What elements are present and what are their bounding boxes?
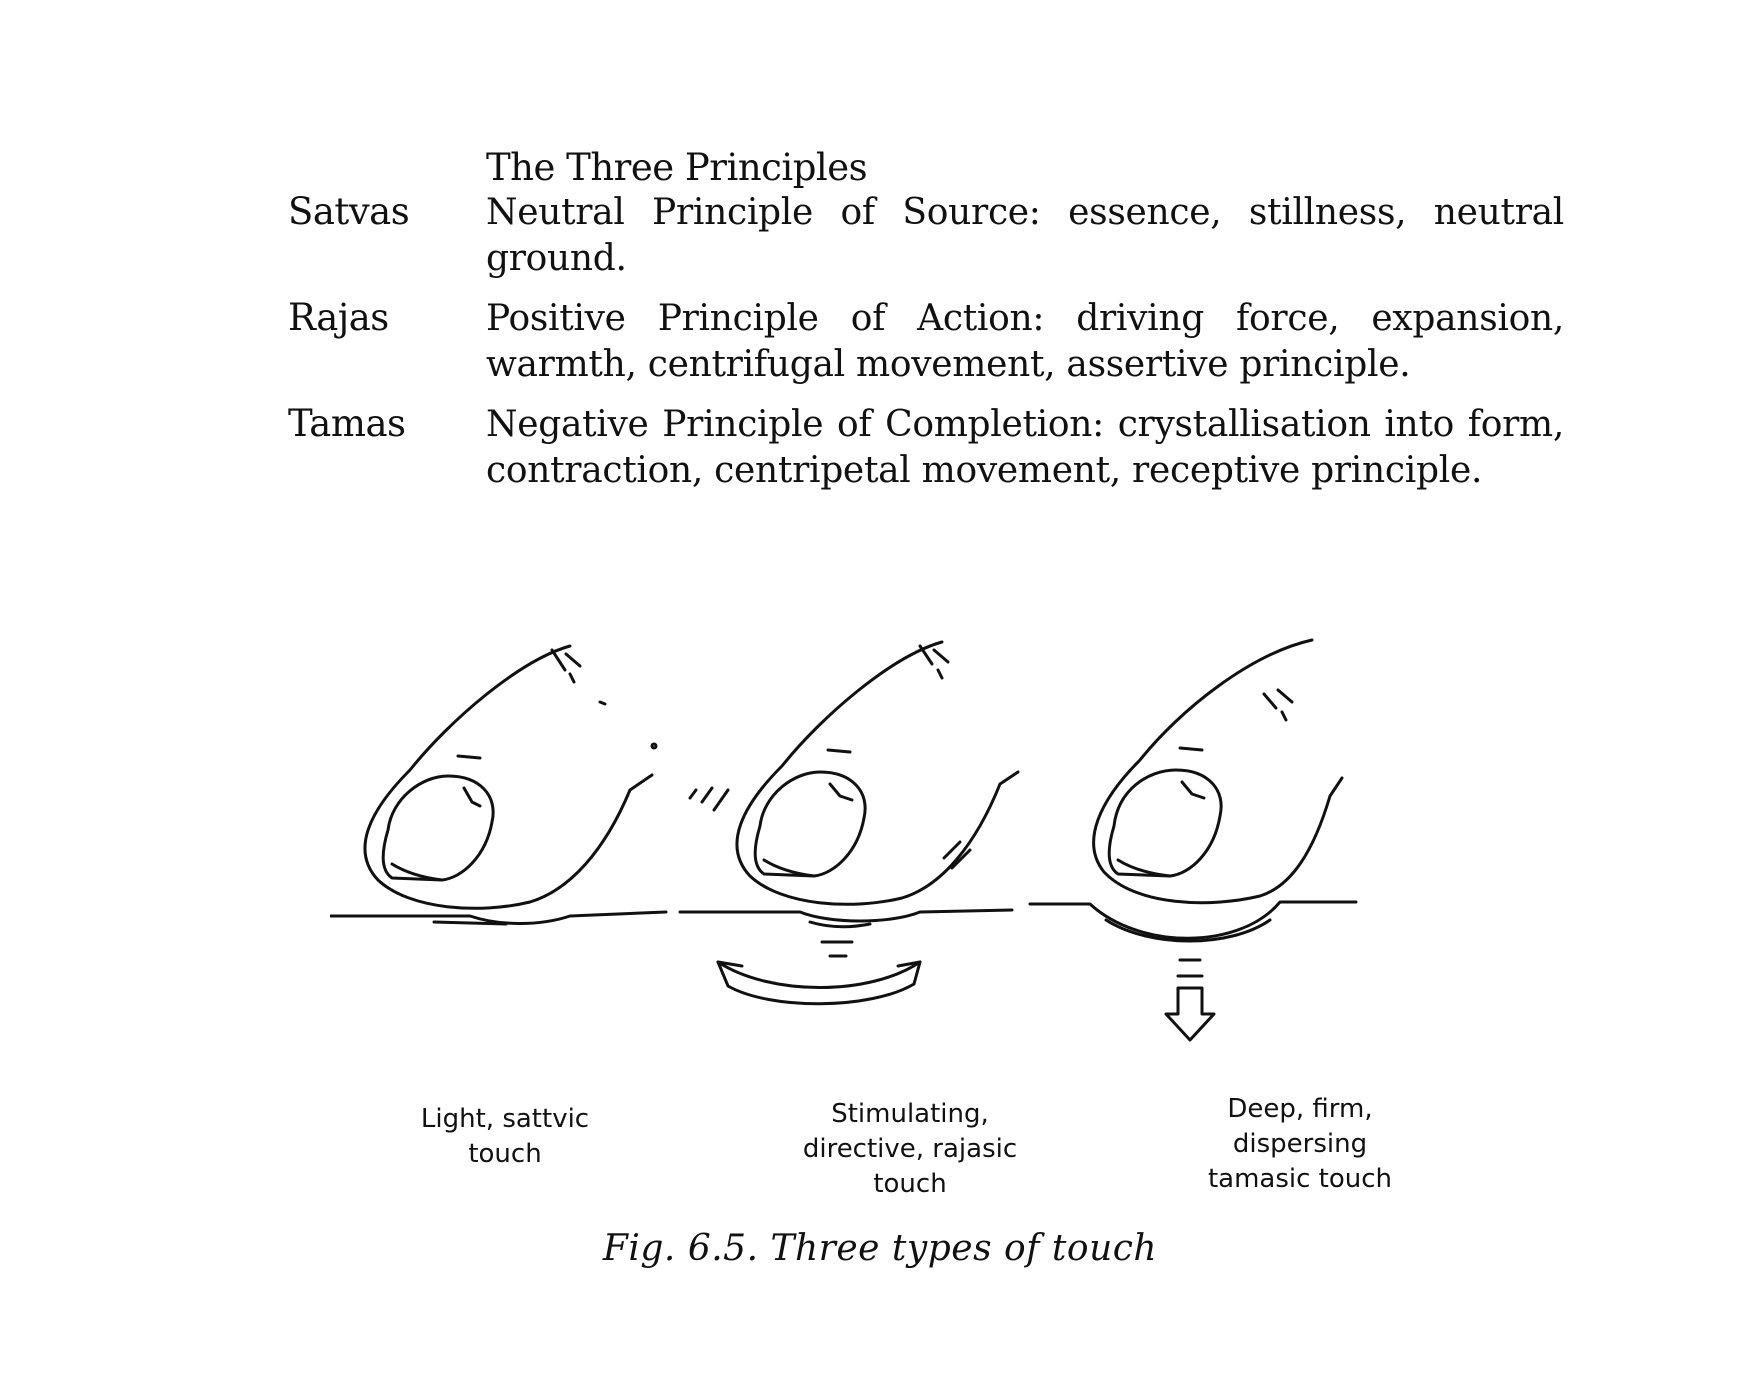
touch-illustration: [330, 630, 1490, 1050]
caption-line: directive, rajasic: [802, 1134, 1018, 1164]
fingertip-light-touch-icon: [330, 646, 666, 924]
figure-title: Fig. 6.5. Three types of touch: [602, 1228, 1158, 1269]
principle-term: Satvas: [288, 190, 410, 233]
caption-line: Deep, firm,: [1227, 1094, 1373, 1124]
caption-sattvic: [360, 1102, 650, 1172]
caption-line: Light, sattvic: [420, 1104, 590, 1134]
section-heading: The Three Principles: [486, 146, 868, 189]
caption-rajasic: [760, 1097, 1060, 1202]
caption-line: touch: [873, 1169, 947, 1199]
principle-term: Rajas: [288, 296, 389, 339]
principle-definition: Neutral Principle of Source: essence, stillness, neutral ground.: [486, 192, 1564, 279]
caption-tamasic: [1145, 1092, 1455, 1197]
caption-line: dispersing: [1232, 1129, 1368, 1159]
caption-line: tamasic touch: [1207, 1164, 1393, 1194]
fingertip-deep-touch-icon: [1030, 640, 1356, 1040]
caption-line: touch: [468, 1139, 542, 1169]
fingertip-rocking-touch-icon: [680, 642, 1018, 1004]
principle-definition: Positive Principle of Action: driving force, expansion, warmth, centrifugal movement, assertive principle.: [486, 298, 1564, 385]
principle-definition: Negative Principle of Completion: crystallisation into form, contraction, centripetal movement, receptive principle.: [486, 404, 1564, 491]
principle-term: Tamas: [288, 402, 406, 445]
caption-line: Stimulating,: [831, 1099, 989, 1129]
